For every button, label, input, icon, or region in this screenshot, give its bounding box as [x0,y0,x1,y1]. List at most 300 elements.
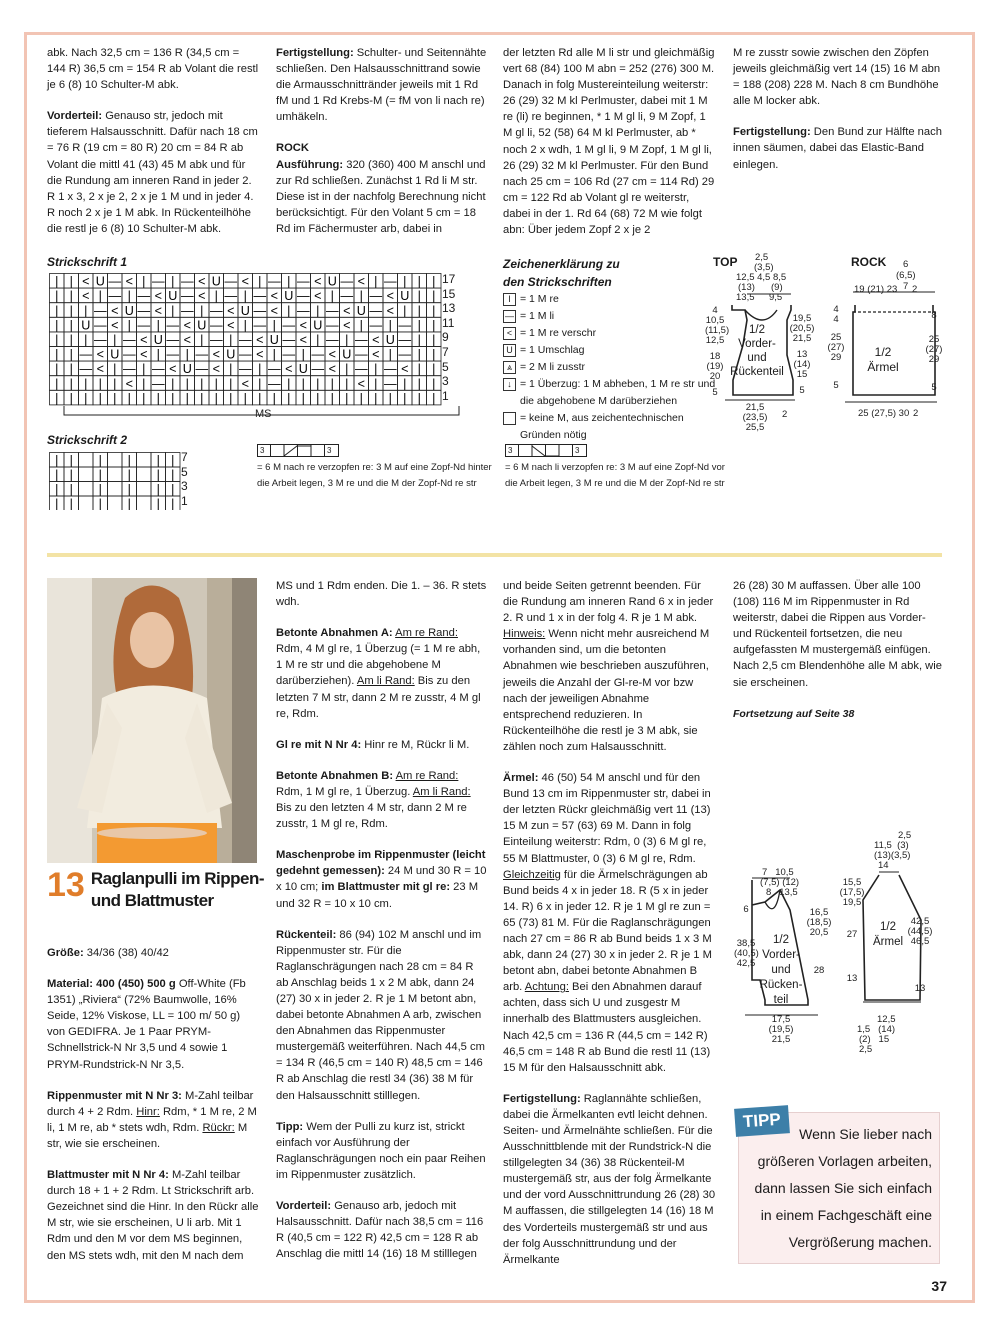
chart-symbol: | [374,362,378,377]
chart-symbol: < [140,347,148,362]
chart-symbol: | [185,391,189,406]
chart-symbol: | [316,376,320,391]
schema-rock-t3: 19 (21) 23 [854,284,898,295]
cable-left-text: = 6 M nach li verzopfen re: 3 M auf eine Zopf-Nd vor die Arbeit legen, 3 M re und die M der Zopf-Nd re str [505,462,725,489]
chart-title-2: Strickschrift 2 [47,433,128,447]
bottom-column-2 [276,578,487,1277]
page-frame-bottom [24,1300,975,1303]
chart-symbol: U [124,303,134,318]
chart-symbol: — [267,274,281,289]
chart-symbol: — [296,289,310,304]
chart-symbol: < [256,347,264,362]
paragraph: Betonte Abnahmen A: Am re Rand: Rdm, 4 M gl re, 1 Überzug (= 1 M re abh, 1 M re str und die abgehobene M darüberziehen). Am li Rand: Bis zu den letzten 7 M str, dann 2 M re zusstr, 4 M gl re, Rdm. [276,627,481,720]
chart-symbol: | [69,289,73,304]
chart-symbol: — [166,318,180,333]
chart-symbol: — [325,303,339,318]
chart-symbol: | [98,289,102,304]
paragraph: Fertigstellung: Den Bund zur Hälfte nach innen säumen, dabei das Elastic-Band einlegen. [733,126,942,171]
chart-symbol: — [282,333,296,347]
chart-symbol: | [200,376,204,391]
chart-symbol: | [171,303,175,318]
chart-symbol: | [142,274,146,289]
chart-symbol: | [301,391,305,406]
pattern-title: 13 Raglanpulli im Rippen- und Blattmuster [47,866,264,910]
chart-1-row-numbers: 17 15 13 11 9 7 5 3 1 [442,272,456,403]
chart-symbol: | [55,376,59,391]
chart-symbol: | [156,482,160,497]
chart-symbol: < [140,333,148,347]
chart-symbol: | [316,333,320,347]
tip-tag: TIPP [734,1105,790,1137]
chart-symbol: < [299,318,307,333]
paragraph: abk. Nach 32,5 cm = 136 R (34,5 cm = 144 R) 36,5 cm = 154 R ab Volant die restl je 6 (8) 10 Schulter-M abk. [47,47,259,92]
chart-cell [108,496,123,510]
chart-symbol: | [330,289,334,304]
chart-symbol: | [171,391,175,406]
chart-symbol: — [253,303,267,318]
chart-symbol: < [154,289,162,304]
chart-symbol: | [287,376,291,391]
paragraph: Material: 400 (450) 500 g Off-White (Fb 1351) „Riviera“ (72% Baumwolle, 16% Seide, 12% Viskose, LL = 100 m/ 50 g) von GEDIFRA. Je 1 Paar PRYM-Schnellstrick-N Nr 3,5 und 4 sowie 1 PRYM-Rundstrick-N Nr 3,5. [47,978,246,1071]
chart-symbol: < [198,289,206,304]
schema-rock-center: 1/2 Ärmel [867,345,899,374]
chart-symbol: — [383,274,397,289]
chart-symbol: U [81,318,91,333]
chart-symbol: — [296,303,310,318]
chart-symbol: — [267,362,281,377]
chart-symbol: | [345,362,349,377]
paragraph: Rippenmuster mit N Nr 3: M-Zahl teilbar durch 4 + 2 Rdm. Hinr: Rdm, * 1 M re, 2 M li, 1 M re, ab * stets wdh, Rdm. Rückr: M str, wie sie erscheinen. [47,1089,257,1150]
chart-symbol: | [432,274,436,289]
chart-symbol: | [127,453,131,468]
chart-symbol: | [258,274,262,289]
paragraph: ROCK Ausführung: 320 (360) 400 M anschl und zur Rd schließen. Zunächst 1 Rd li M str. Diese ist in der nachfolg Berechnung nicht berücksichtigt. Für den Volant 5 cm = 18 Rd im Fächermuster arb, dabei in [276,142,486,235]
chart-symbol: < [154,303,162,318]
chart-title-1: Strickschrift 1 [47,255,128,269]
top-column-4 [733,45,943,188]
chart-symbol: < [82,274,90,289]
schema-body-center: 1/2 Vorder- und Rücken- teil [759,934,803,1006]
schema-top-l4: (13) [738,282,755,293]
chart-symbol: | [345,376,349,391]
top-column-1 [47,45,260,252]
chart-symbol: < [343,318,351,333]
chart-symbol: | [98,482,102,497]
chart-symbol: U [327,274,337,289]
knitting-chart-2 [47,450,182,510]
schema-body-top: 7 10,5 (7,5) (12) 8 13,5 [760,867,800,898]
chart-symbol: | [432,318,436,333]
chart-symbol: < [270,289,278,304]
chart-symbol: | [55,318,59,333]
chart-symbol: — [180,289,194,304]
chart-symbol: < [82,289,90,304]
chart-symbol: | [301,376,305,391]
chart-symbol: | [403,303,407,318]
legend-item: — = 1 M li [505,310,555,322]
chart-symbol: | [432,333,436,347]
cable-left-num-a: 3 [508,446,513,455]
chart-symbol: < [357,274,365,289]
chart-symbol: | [69,453,73,468]
paragraph: M re zusstr sowie zwischen den Zöpfen jeweils gleichmäßig vert 14 (15) 16 M abn = 188 (208) 228 M. Nach 8 cm Bundhöhe alle M locker abk. [733,47,941,108]
page-number: 37 [931,1278,947,1294]
chart-symbol: < [314,289,322,304]
paragraph: Betonte Abnahmen B: Am re Rand: Rdm, 1 M gl re, 1 Überzug. Am li Rand: Bis zu den letzten 4 M str, dann 2 M re zusstr, 1 M gl re, Rdm. [276,769,471,831]
chart-symbol: U [240,303,250,318]
chart-symbol: | [272,391,276,406]
chart-symbol: | [142,376,146,391]
chart-symbol: | [84,376,88,391]
schema-rock-title: ROCK [851,255,887,269]
schema-sleeve-top: 2,5 11,5 (3) (13)(3,5) 14 [874,830,912,871]
chart-symbol: | [55,347,59,362]
chart-symbol: | [316,303,320,318]
chart-symbol: | [55,497,59,510]
chart-symbol: | [127,391,131,406]
paragraph: Fertigstellung: Raglannähte schließen, dabei die Ärmelkanten evtl leicht dehnen. Seiten- und Ärmelnähte schließen. Für die Ausschnittblende mit der Rundstrick-N die stillgelegten 34 (36) 38 Rückenteil-M mustergemäß str, aus der folg Ärmelkante und der vord Ausschnittrundung 26 (28) 30 M auffassen, die stillgelegten 14 (16) 18 M des Vorderteils mustergemäß str und aus der folg Ausschnittrundung und der Ärmelkante [503,1092,716,1266]
cable-right-text: = 6 M nach re verzopfen re: 3 M auf eine Zopf-Nd hinter die Arbeit legen, 3 M re und die M der Zopf-Nd re str [257,462,492,489]
chart-symbol: | [156,497,160,510]
chart-cell [137,467,152,482]
chart-symbol: | [388,391,392,406]
chart-cell [79,453,94,468]
chart-symbol: | [69,362,73,377]
chart-symbol: | [200,303,204,318]
chart-symbol: — [369,318,383,333]
chart-symbol: | [214,289,218,304]
chart-symbol: — [369,303,383,318]
chart-cell [137,496,152,510]
chart-symbol: — [354,347,368,362]
chart-symbol: — [122,347,136,362]
chart-symbol: — [166,347,180,362]
chart-symbol: — [398,347,412,362]
chart-symbol: | [229,376,233,391]
chart-symbol: — [253,289,267,304]
paragraph: Maschenprobe im Rippenmuster (leicht gedehnt gemessen): 24 M und 30 R = 10 x 10 cm; im Blattmuster mit gl re: 23 M und 32 R = 10 x 10 cm. [276,849,487,910]
schema-sleeve-left: 15,5 (17,5) 19,5 27 13 [839,877,865,984]
chart-symbol: < [125,376,133,391]
chart-symbol: | [417,333,421,347]
chart-symbol: < [212,347,220,362]
chart-symbol: | [127,468,131,482]
chart-symbol: | [171,453,175,468]
paragraph: 26 (28) 30 M auffassen. Über alle 100 (108) 116 M im Rippenmuster in Rd weiterstr, dabei die Rippen aus Vorder- und Rückenteil fortsetzen, die neu aufgefassten M mustergemäß einfügen. Nach 2,5 cm Blendenhöhe alle M abk, wie sie erscheinen. [733,580,942,689]
chart-symbol: | [127,497,131,510]
chart-symbol: | [69,333,73,347]
chart-symbol: — [180,274,194,289]
chart-symbol: | [98,468,102,482]
chart-symbol: < [372,333,380,347]
knitting-chart-1 [47,271,467,426]
tip-text: Wenn Sie lieber nach größeren Vorlagen arbeiten, dann lassen Sie sich einfach in einem Fachgeschäft eine Vergrößerung machen. [754,1126,932,1250]
chart-symbol: | [55,333,59,347]
chart-symbol: — [325,333,339,347]
chart-symbol: | [374,391,378,406]
chart-symbol: < [96,362,104,377]
chart-cell [108,453,123,468]
chart-cell [108,467,123,482]
chart-cell [108,482,123,497]
chart-symbol: U [197,318,207,333]
schema-top-bottom: 21,5 (23,5) 25,5 [742,402,768,433]
chart-symbol: — [238,347,252,362]
schema-sleeve-right: 42,5 (44,5) 46,5 13 [907,916,933,994]
chart-symbol: — [238,362,252,377]
chart-symbol: | [229,362,233,377]
pattern-number: 13 [47,866,85,904]
chart-symbol: | [272,318,276,333]
chart-symbol: — [209,333,223,347]
cable-right-num-a: 3 [260,446,265,455]
chart-symbol: < [386,303,394,318]
chart-symbol: — [137,303,151,318]
chart-symbol: — [325,318,339,333]
paragraph: der letzten Rd alle M li str und gleichmäßig vert 68 (84) 100 M abn = 252 (276) 300 M. Danach in folg Mustereinteilung weiterstr: 26 (29) 32 M kl Perlmuster, dabei mit 1 M re (li) re beginnen, * 1 M gl li, 9 M Zopf, 1 M gl li, 52 (58) 64 M kl Perlmuster, ab * noch 2 x wdh, 1 M gl li, 9 M Zopf, 1 M gl li, 26 (29) 32 M kl Perlmuster. Für den Bund nach 25 cm = 106 Rd (27 cm = 114 Rd) 29 cm = 122 Rd ab Volant gl re weiterstr, dabei in der 1. Rd 64 (68) 72 M wie folgt abn: Über jedem Zopf 2 x je 2 [503,47,715,237]
schema-top-l2: (3,5) [754,262,774,273]
chart-symbol: | [345,391,349,406]
paragraph: Gl re mit N Nr 4: Hinr re M, Rückr li M. [276,738,470,751]
chart-symbol: | [185,376,189,391]
schema-top-title: TOP [713,255,738,269]
chart-symbol: — [166,333,180,347]
chart-symbol: | [301,347,305,362]
chart-symbol: < [183,318,191,333]
chart-symbol: | [156,453,160,468]
paragraph: Ärmel: 46 (50) 54 M anschl und für den Bund 13 cm im Rippenmuster str, dabei in der letzten Rückr gleichmäßig vert 11 (13) 15 M zun = 57 (63) 69 M. Dann in folg Einteilung weiterstr: Rdm, 0 (3) 6 M gl re, 55 M Blattmuster, 0 (3) 6 M gl re, Rdm. Gleichzeitig für die Ärmelschrägungen ab Bund beids 4 x in jeder 18. R (5 x in jeder 14. R) 6 x in jeder 12. R je 1 M gl re zun = 65 (73) 81 M. Für die Raglanschrägungen nach 27 cm = 86 R ab Bund beids 1 x 3 M abk, dann 24 (27) 30 x in jeder 2. R je 1 M betont abn, dabei betonte Abnahmen B arb. Achtung: Bei den Abnahmen darauf achten, dass sich U und zusgestr M innerhalb des Blattmusters ausgleichen. Nach 42,5 cm = 136 R (44,5 cm = 142 R) 46,5 cm = 148 R ab Bund die restl 11 (13) 15 M für den Halsausschnitt abk. [503,772,712,1074]
chart-symbol: | [200,333,204,347]
schema-rock-b2: 2 [913,408,919,419]
chart-symbol: | [69,303,73,318]
chart-symbol: U [226,347,236,362]
chart-symbol: — [151,376,165,391]
schema-rock-bottom: 25 (27,5) 30 [858,408,910,419]
chart-symbol: | [55,468,59,482]
cable-right-num-b: 3 [327,446,332,455]
schema-rock-t2: (6,5) [896,270,916,281]
chart-symbol: | [185,347,189,362]
chart-symbol: — [108,289,122,304]
legend-item: ⩓ = 2 M li zusstr [503,359,718,376]
chart-symbol: — [311,347,325,362]
chart-symbol: U [342,347,352,362]
cable-left-num-b: 3 [575,446,580,455]
chart-symbol: < [125,274,133,289]
chart-symbol: | [287,274,291,289]
chart-symbol: U [95,274,105,289]
paragraph: Tipp: Wem der Pulli zu kurz ist, strickt einfach vor Ausführung der Raglanschrägungen noch ein paar Reihen im Rippenmuster zusätzlich. [276,1120,486,1181]
chart-symbol: | [359,289,363,304]
chart-symbol: | [432,303,436,318]
chart-symbol: U [400,289,410,304]
chart-symbol: | [388,347,392,362]
paragraph: MS und 1 Rdm enden. Die 1. – 36. R stets wdh. [276,580,487,609]
chart-symbol: < [169,362,177,377]
chart-symbol: | [113,391,117,406]
chart-symbol: — [224,289,238,304]
chart-symbol: < [314,274,322,289]
continuation-note: Fortsetzung auf Seite 38 [733,707,855,720]
chart-symbol: | [432,391,436,406]
chart-symbol: | [171,482,175,497]
chart-symbol: < [241,274,249,289]
chart-symbol: | [113,333,117,347]
chart-symbol: < [212,362,220,377]
chart-symbol: | [432,347,436,362]
chart-symbol: | [98,453,102,468]
chart-symbol: | [55,391,59,406]
chart-symbol: — [137,289,151,304]
chart-symbol: U [385,333,395,347]
chart-symbol: U [211,274,221,289]
chart-symbol: < [401,362,409,377]
legend-item: U = 1 Umschlag [503,342,718,359]
chart-symbol: | [127,289,131,304]
chart-symbol: — [79,362,93,377]
schema-top-right: 19,5 (20,5) 21,5 13 (14) 15 5 [789,313,815,396]
chart-symbol: — [224,274,238,289]
chart-symbol: | [417,362,421,377]
schema-top-center: 1/2 Vorder- und Rückenteil [730,324,784,378]
chart-symbol: | [417,391,421,406]
schema-body-bottom: 17,5 (19,5) 21,5 [768,1014,794,1045]
chart-symbol: | [432,289,436,304]
chart-symbol: | [84,303,88,318]
chart-symbol: < [256,333,264,347]
bottom-column-4 [733,578,943,737]
chart-symbol: < [96,347,104,362]
top-column-3 [503,45,716,253]
chart-symbol: — [151,362,165,377]
symbol-legend: Zeichenerklärung zu den Strickschriften I = 1 M re — = 1 M li < = 1 M re verschr U = 1 Umschlag ⩓ = 2 M li zusstr ↓ = 1 Überzug: 1 M abheben, 1 M re str und die abgehobene M darüberziehen = keine M, aus zeichentechnischen Gründen nötig [503,255,718,444]
chart-symbol: | [69,497,73,510]
chart-symbol: | [287,391,291,406]
chart-symbol: | [272,347,276,362]
chart-symbol: | [359,391,363,406]
chart-symbol: | [69,376,73,391]
chart-symbol: < [227,318,235,333]
chart-symbol: | [229,391,233,406]
chart-symbol: | [69,274,73,289]
chart-symbol: | [55,289,59,304]
legend-item: = keine M, aus zeichentechnischen Gründen nötig [503,410,718,444]
chart-symbol: | [98,497,102,510]
chart-symbol: U [298,362,308,377]
chart-symbol: — [122,333,136,347]
chart-symbol: | [142,362,146,377]
schema-top-l6: 13,5 [736,292,755,303]
chart-symbol: | [432,362,436,377]
chart-symbol: | [417,318,421,333]
chart-symbol: < [343,303,351,318]
chart-2-row-numbers: 7 5 3 1 [181,450,188,508]
chart-symbol: — [311,362,325,377]
schema-top-b2: 2 [782,409,788,420]
chart-symbol: — [209,303,223,318]
legend-item: < = 1 M re verschr [503,325,718,342]
chart-symbol: — [195,347,209,362]
chart-symbol: — [79,347,93,362]
chart-symbol: | [69,482,73,497]
chart-cell [79,467,94,482]
chart-symbol: | [374,376,378,391]
chart-symbol: | [243,289,247,304]
chart-symbol: — [93,318,107,333]
chart-symbol: — [296,274,310,289]
chart-symbol: | [258,376,262,391]
chart-symbol: | [113,362,117,377]
paragraph: Fertigstellung: Schulter- und Seitennähte schließen. Den Halsausschnittrand sowie die Armausschnittränder jeweils mit 1 Rd fM und 1 Rd Krebs-M (= fM von li nach re) umhäkeln. [276,47,487,124]
schema-sleeve-bottom: 12,5 1,5 (14) (2) 15 2,5 [857,1014,896,1055]
schema-body-left: 6 38,5 (40,5) 42,5 [734,904,759,969]
chart-symbol: | [330,391,334,406]
chart-symbol: < [372,347,380,362]
bottom-column-1 [47,945,260,1279]
chart-symbol: | [417,376,421,391]
chart-cell [79,482,94,497]
chart-symbol: U [269,333,279,347]
chart-symbol: | [156,468,160,482]
top-column-2 [276,45,487,237]
chart-symbol: U [153,333,163,347]
chart-symbol: | [84,391,88,406]
paragraph: Rückenteil: 86 (94) 102 M anschl und im Rippenmuster str. Für die Raglanschrägungen nach 28 cm = 84 R ab Anschlag beids 1 x 2 M abk, dann 24 (27) 30 x in jeder 2. R je 1 M betont abn, dabei betonte Abnahmen A arb, zwischen den Abnahmen das Rippenmuster mustergemäß weiterführen. Nach 44,5 cm = 134 R (46,5 cm = 140 R) 48,5 cm = 146 R ab Anschlag die restl 34 (36) 38 M für den Halsausschnitt stilllegen. [276,928,485,1102]
chart-symbol: U [110,347,120,362]
chart-symbol: | [243,391,247,406]
paragraph: Blattmuster mit N Nr 4: M-Zahl teilbar durch 18 + 1 + 2 Rdm. Lt Strickschrift arb. Gezeichnet sind die Hinr. In den Rückr alle M str, wie sie erscheinen, U li arb. Mit 1 Rdm und den M vor dem MS beginnen, den MS stets wdh, mit den M nach dem [47,1169,259,1262]
chart-symbol: — [93,303,107,318]
chart-symbol: — [398,333,412,347]
paragraph: Vorderteil: Genauso str, jedoch mit tieferem Halsausschnitt. Dafür nach 18 cm = 76 R (19 cm = 80 R) 20 cm = 84 R ab Volant die mittl 41 (43) 45 M abk und für die Rundung am inneren Rand in jeder 2. R 1 x 3, 2 x je 2, 2 x je 1 M und in jeder 4. R noch 2 x je 1 M abk. In Rückenteilhöhe die restl je 6 (8) 10 Schulter-M abk. [47,110,258,235]
chart-symbol: | [229,333,233,347]
chart-symbol: | [156,318,160,333]
chart-symbol: | [171,376,175,391]
chart-symbol: | [127,318,131,333]
chart-symbol: — [137,318,151,333]
chart-symbol: < [183,333,191,347]
bottom-column-3 [503,578,716,1283]
chart-symbol: < [241,376,249,391]
chart-symbol: | [417,347,421,362]
chart-symbol: | [55,453,59,468]
chart-symbol: | [98,391,102,406]
chart-symbol: — [282,347,296,362]
chart-symbol: — [282,318,296,333]
chart-symbol: | [417,274,421,289]
chart-symbol: | [214,391,218,406]
chart-symbol: — [195,362,209,377]
chart-symbol: — [340,274,354,289]
chart-symbol: | [258,391,262,406]
chart-symbol: | [69,318,73,333]
chart-symbol: U [284,289,294,304]
chart-symbol: < [111,303,119,318]
schema-sleeve-center: 1/2 Ärmel [872,921,904,948]
chart-symbol: < [299,333,307,347]
chart-symbol: < [198,274,206,289]
chart-symbol: | [127,482,131,497]
chart-symbol: | [258,362,262,377]
tip-box [738,1109,940,1264]
chart-symbol: — [209,318,223,333]
legend-item: I = 1 M re [503,291,718,308]
page-frame-left [24,32,27,1302]
chart-symbol: | [84,333,88,347]
chart-symbol: — [369,289,383,304]
chart-symbol: | [69,391,73,406]
chart-symbol: | [403,391,407,406]
